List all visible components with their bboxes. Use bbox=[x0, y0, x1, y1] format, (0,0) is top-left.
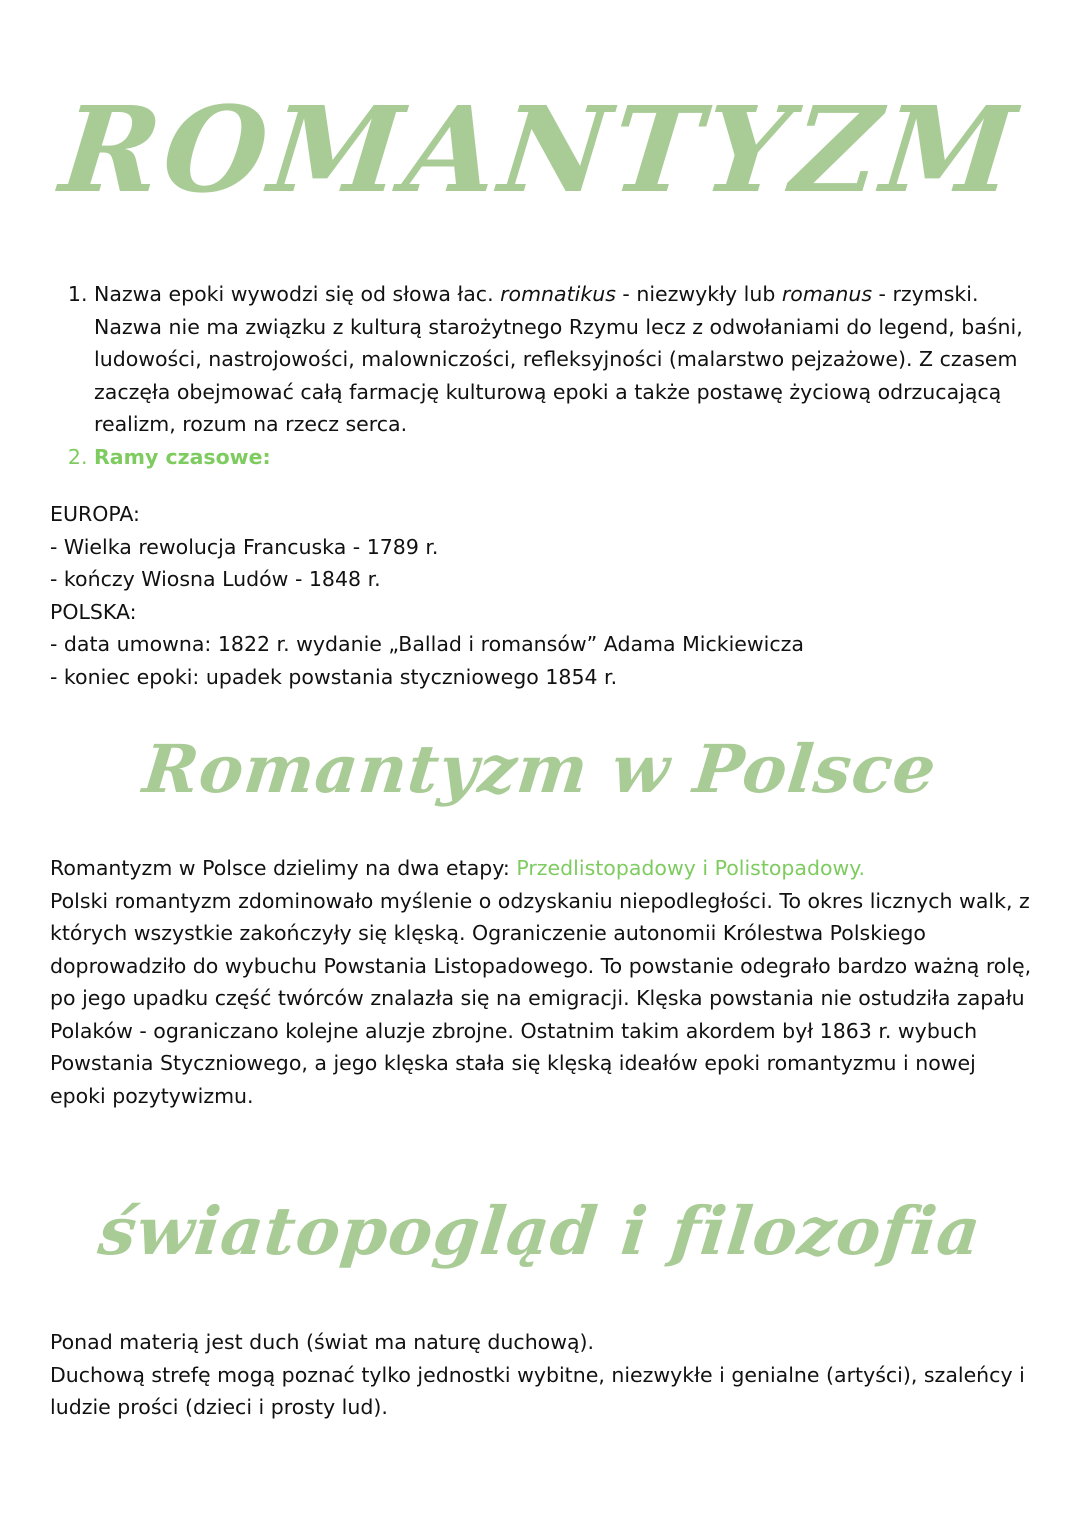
poland-start: - data umowna: 1822 r. wydanie „Ballad i romansów” Adama Mickiewicza bbox=[50, 632, 804, 656]
worldview-section bbox=[50, 1326, 1035, 1424]
poland-paragraph bbox=[50, 852, 1035, 1112]
poland-label: POLSKA: bbox=[50, 599, 137, 624]
europe-start: - Wielka rewolucja Francuska - 1789 r. bbox=[50, 534, 439, 559]
etymology-text-3: - rzymski. Nazwa nie ma związku z kulturą starożytnego Rzymu lecz z odwołaniami do legend, baśni, ludowości, nastrojowości, malowniczości, refleksyjności (malarstwo pejzażowe). Z czasem zaczęła obejmować całą farmację kulturową epoki a także postawę życiową odrzucającą realizm, rozum na rzecz serca. bbox=[94, 282, 1023, 436]
worldview-line-2: Duchową strefę mogą poznać tylko jednostki wybitne, niezwykłe i genialne (artyści), szaleńcy i ludzie prości (dzieci i prosty lud). bbox=[50, 1362, 1025, 1419]
latin-term-romanus: romanus bbox=[781, 282, 873, 306]
section-title-poland: Romantyzm w Polsce bbox=[139, 730, 941, 808]
worldview-line-1: Ponad materią jest duch (świat ma naturę duchową). bbox=[50, 1330, 595, 1354]
etymology-text-1: Nazwa epoki wywodzi się od słowa łac. bbox=[94, 282, 501, 306]
europe-end: - kończy Wiosna Ludów - 1848 r. bbox=[50, 567, 381, 591]
poland-stages: Przedlistopadowy i Polistopadowy. bbox=[516, 856, 866, 880]
poland-intro: Romantyzm w Polsce dzielimy na dwa etapy: bbox=[50, 856, 517, 880]
page-title: ROMANTYZM bbox=[54, 80, 1026, 219]
intro-list bbox=[50, 278, 1035, 473]
etymology-text-2: - niezwykły lub bbox=[615, 282, 782, 306]
latin-term-romnatikus: romnatikus bbox=[500, 282, 616, 306]
timeframe-heading: Ramy czasowe: bbox=[94, 444, 271, 469]
timeline-section bbox=[50, 498, 1035, 693]
poland-body: Polski romantyzm zdominowało myślenie o odzyskaniu niepodległości. To okres licznych walk, z których wszystkie zakończyły się klęską. Ograniczenie autonomii Królestwa Polskiego doprowadziło do wybuchu Powstania Listopadowego. To powstanie odegrało bardzo ważną rolę, po jego upadku część twórców znalazła się na emigracji. Klęska powstania nie ostudziła zapału Polaków - ograniczano kolejne aluzje zbrojne. Ostatnim takim akordem był 1863 r. wybuch Powstania Styczniowego, a jego klęska stała się klęską ideałów epoki romantyzmu i nowej epoki pozytywizmu. bbox=[50, 888, 1032, 1108]
europe-label: EUROPA: bbox=[50, 502, 140, 526]
intro-item-etymology bbox=[94, 278, 1035, 441]
intro-item-timeframe bbox=[94, 441, 1035, 474]
poland-section bbox=[50, 852, 1035, 1112]
section-title-worldview: światopogląd i filozofia bbox=[94, 1192, 986, 1270]
poland-end: - koniec epoki: upadek powstania styczniowego 1854 r. bbox=[50, 664, 618, 689]
